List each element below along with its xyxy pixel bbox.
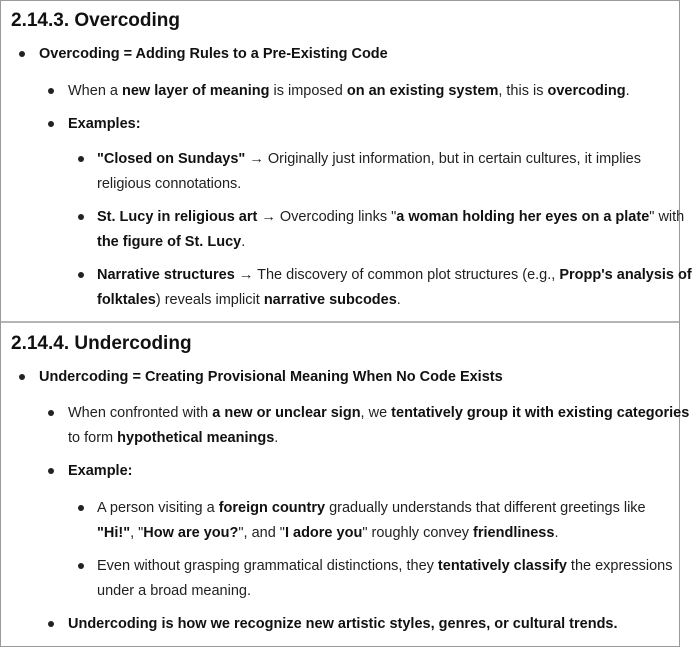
bullet-icon xyxy=(19,51,25,57)
level2-item: Examples: xyxy=(68,116,141,132)
bullet-icon xyxy=(48,468,54,474)
level2-item: Example: xyxy=(68,463,133,479)
section-heading: 2.14.4. Undercoding xyxy=(11,333,192,354)
level3-item: "Closed on Sundays" → Originally just information, but in certain cultures, it implies xyxy=(97,151,641,167)
bullet-icon xyxy=(48,410,54,416)
bullet-icon xyxy=(78,156,84,162)
level3-item-cont: the figure of St. Lucy. xyxy=(97,234,246,250)
level2-item: Undercoding is how we recognize new artistic styles, genres, or cultural trends. xyxy=(68,616,618,632)
bullet-icon xyxy=(78,505,84,511)
bullet-icon xyxy=(78,272,84,278)
bullet-icon xyxy=(48,121,54,127)
level3-item: St. Lucy in religious art → Overcoding links "a woman holding her eyes on a plate" with xyxy=(97,209,685,225)
level1-item: Undercoding = Creating Provisional Meaning When No Code Exists xyxy=(39,369,503,385)
bullet-icon xyxy=(19,374,25,380)
level3-item: Even without grasping grammatical distinctions, they tentatively classify the expressions xyxy=(97,558,673,574)
level3-item-cont: under a broad meaning. xyxy=(97,583,251,599)
level3-item-cont: folktales) reveals implicit narrative subcodes. xyxy=(97,292,401,308)
level3-item-cont: "Hi!", "How are you?", and "I adore you" roughly convey friendliness. xyxy=(97,525,559,541)
section-undercoding xyxy=(1,323,690,644)
bullet-icon xyxy=(48,621,54,627)
level1-item: Overcoding = Adding Rules to a Pre-Existing Code xyxy=(39,46,388,62)
level3-item: Narrative structures → The discovery of common plot structures (e.g., Propp's analysis of xyxy=(97,267,692,283)
bullet-icon xyxy=(78,563,84,569)
level3-item: A person visiting a foreign country gradually understands that different greetings like xyxy=(97,500,646,516)
level2-item-cont: to form hypothetical meanings. xyxy=(68,430,279,446)
level3-item-cont: religious connotations. xyxy=(97,176,242,192)
section-heading: 2.14.3. Overcoding xyxy=(11,10,180,31)
level2-item: When confronted with a new or unclear sign, we tentatively group it with existing categories xyxy=(68,405,690,421)
section-overcoding xyxy=(1,1,692,323)
bullet-icon xyxy=(78,214,84,220)
level2-item: When a new layer of meaning is imposed on an existing system, this is overcoding. xyxy=(68,83,630,99)
bullet-icon xyxy=(48,88,54,94)
